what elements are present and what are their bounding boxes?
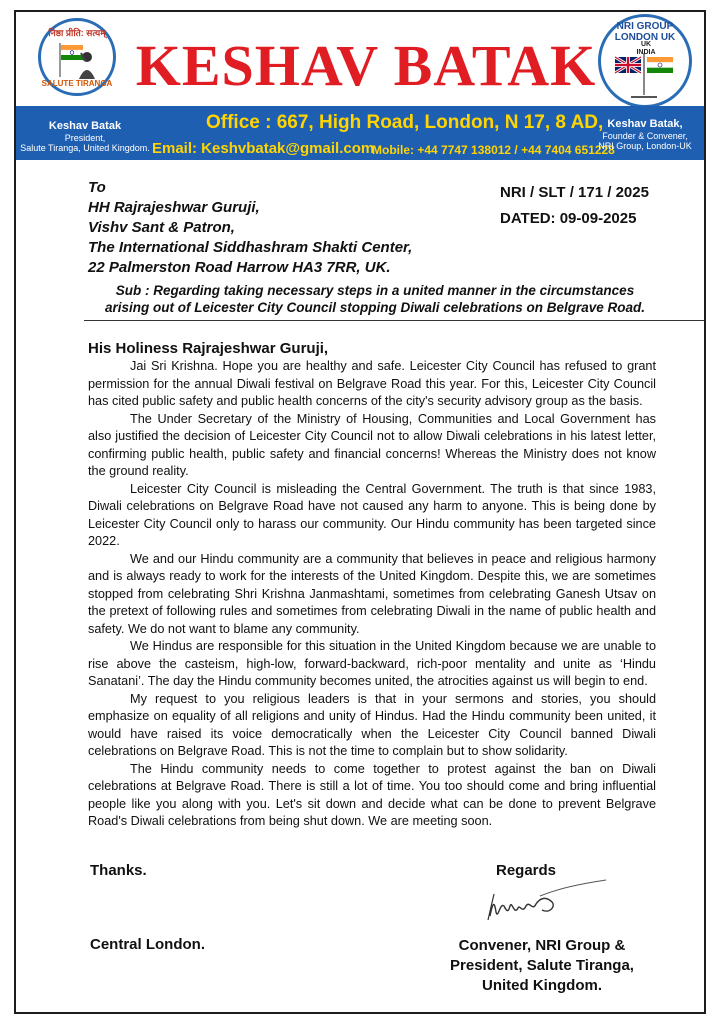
letter-body <box>88 358 656 831</box>
subject-divider <box>84 320 704 321</box>
right-caption-line2: NRI Group, London-UK <box>598 141 692 151</box>
reference-block <box>500 180 649 232</box>
recipient-line: The International Siddhashram Shakti Center, <box>88 239 413 256</box>
recipient-line: 22 Palmerston Road Harrow HA3 7RR, UK. <box>88 259 391 276</box>
right-caption-line1: Founder & Convener, <box>602 131 688 141</box>
letterhead-title: KESHAV BATAK <box>135 33 597 98</box>
salutation: His Holiness Rajrajeshwar Guruji, <box>88 340 329 357</box>
left-caption-line2: Salute Tiranga, United Kingdom. <box>20 143 150 153</box>
designation-line: President, Salute Tiranga, <box>450 957 634 974</box>
letter-date: DATED: 09-09-2025 <box>500 210 637 227</box>
designation-line: United Kingdom. <box>482 977 602 994</box>
salute-tiranga-logo <box>38 18 116 96</box>
subject-line <box>70 282 680 316</box>
nri-logo-ring-text: NRI GROUP LONDON UK <box>614 21 676 43</box>
body-paragraph: We Hindus are responsible for this situation in the United Kingdom because we are unable to rise above the casteism, high-low, forward-backward, rich-poor mentality and unite as ‘Hindu Sanatani’. The day the Hindu community becomes united, the atrocities against us will begin to end. <box>88 639 656 688</box>
designation-line: Convener, NRI Group & <box>458 937 626 954</box>
logo-name: SALUTE TIRANGA <box>41 79 113 88</box>
right-caption-name: Keshav Batak, <box>607 118 683 130</box>
body-paragraph: The Under Secretary of the Ministry of Housing, Communities and Local Government has also justified the decision of Leicester City Council not to allow Diwali celebrations in his latest letter, confirming public health, public safety and financial concerns! Whereas the Ministry does not know the ground reality. <box>88 411 656 478</box>
subject-line-1: Sub : Regarding taking necessary steps in a united manner in the circumstances <box>115 283 635 298</box>
office-address: Office : 667, High Road, London, N 17, 8 AD, <box>206 112 604 133</box>
mobile-numbers: Mobile: +44 7747 138012 / +44 7404 651228 <box>372 143 615 157</box>
recipient-block <box>88 178 412 278</box>
right-caption <box>586 118 704 151</box>
left-caption <box>20 120 150 153</box>
body-paragraph: My request to you religious leaders is that in your sermons and stories, you should emphasize on equality of all religions and unity of Hindus. Had the Hindu community been united, it would have raised its voice democratically when the Leicester City Council banned Diwali celebrations on Belgrave Road. This is not the time to complain but to show solidarity. <box>88 691 656 758</box>
body-paragraph: We and our Hindu community are a community that believes in peace and religious harmony and is always ready to work for the interests of the United Kingdom. Despite this, we are sometimes stopped from celebrating Shri Krishna Janmashtami, sometimes from celebrating Ganesh Utsav on the pretext of following rules and sometimes from celebrating Diwali in the name of public health and safety. We do not want to blame any community. <box>88 551 656 636</box>
body-paragraph: Jai Sri Krishna. Hope you are healthy and safe. Leicester City Council has refused to grant permission for the annual Diwali festival on Belgrave Road this year. For this, Leicester City Council has cited public safety and public health concerns of the city's security advisory group as the basis. <box>88 359 656 408</box>
nri-logo-uk: UK <box>640 41 652 48</box>
letterhead <box>16 12 704 160</box>
recipient-line: Vishv Sant & Patron, <box>88 219 235 236</box>
left-caption-line1: President, <box>64 133 106 143</box>
body-paragraph: The Hindu community needs to come together to protest against the ban on Diwali celebrations at Belgrave Road. There is still a lot of time. You too should come and bring influential people like you along with you. Let's sit down and decide what can be done to prevent Belgrave Road's Diwali celebrations from being shut down. We are meeting soon. <box>88 761 656 828</box>
recipient-line: HH Rajrajeshwar Guruji, <box>88 199 260 216</box>
handwritten-signature <box>480 876 610 928</box>
nri-group-logo <box>598 14 692 108</box>
email-address: Email: Keshvbatak@gmail.com <box>152 140 375 157</box>
logo-motto: निष्ठा प्रीति: सत्यम् <box>48 28 106 38</box>
closing-thanks: Thanks. <box>90 862 147 879</box>
subject-line-2: arising out of Leicester City Council stopping Diwali celebrations on Belgrave Road. <box>104 300 646 315</box>
closing-regards: Regards <box>496 862 557 879</box>
closing-place: Central London. <box>90 936 205 953</box>
body-paragraph: Leicester City Council is misleading the Central Government. The truth is that since 1983, Diwali celebrations on Belgrave Road have not caused any harm to anyone. This is being done by Leicester City Council only to harass our community. Our Hindu community has been targeted since 2022. <box>88 481 656 548</box>
left-caption-name: Keshav Batak <box>48 120 122 132</box>
reference-number: NRI / SLT / 171 / 2025 <box>500 184 649 201</box>
nri-logo-india: INDIA <box>636 49 656 56</box>
to-label: To <box>88 179 106 196</box>
signatory-designation <box>430 936 654 996</box>
nri-logo-subtext <box>631 41 661 57</box>
